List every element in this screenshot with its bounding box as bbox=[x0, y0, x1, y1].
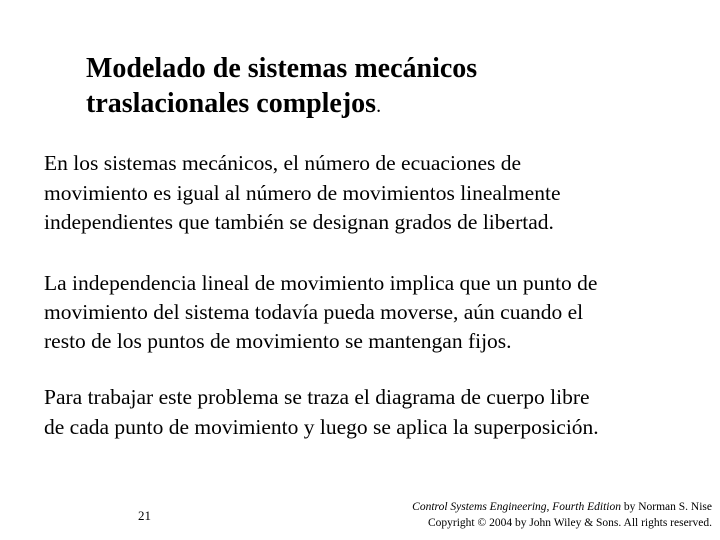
paragraph-line: Para trabajar este problema se traza el diagrama de cuerpo libre bbox=[44, 385, 590, 409]
title-line-1: Modelado de sistemas mecánicos bbox=[86, 53, 478, 84]
title-line-2 bbox=[86, 87, 381, 123]
footer-line-1 bbox=[412, 499, 712, 515]
title-period: . bbox=[376, 95, 382, 117]
paragraph-line: independientes que también se designan grados de libertad. bbox=[44, 210, 554, 234]
paragraph-line: En los sistemas mecánicos, el número de ecuaciones de bbox=[44, 151, 522, 175]
page-number: 21 bbox=[138, 508, 151, 523]
copyright: Copyright © 2004 by John Wiley & Sons. All rights reserved. bbox=[427, 517, 712, 529]
book-title: Control Systems Engineering, Fourth Edition bbox=[412, 501, 621, 513]
paragraph-line: de cada punto de movimiento y luego se aplica la superposición. bbox=[44, 415, 599, 439]
title-line-2-text: traslacionales complejos bbox=[86, 88, 377, 119]
footer-credit bbox=[412, 499, 712, 531]
paragraph-line: movimiento del sistema todavía pueda moverse, aún cuando el bbox=[44, 300, 584, 324]
book-author: by Norman S. Nise bbox=[620, 501, 712, 513]
paragraph-line: resto de los puntos de movimiento se mantengan fijos. bbox=[44, 329, 512, 353]
paragraph-line: La independencia lineal de movimiento implica que un punto de bbox=[44, 271, 598, 295]
paragraph-line: movimiento es igual al número de movimientos linealmente bbox=[44, 181, 561, 205]
